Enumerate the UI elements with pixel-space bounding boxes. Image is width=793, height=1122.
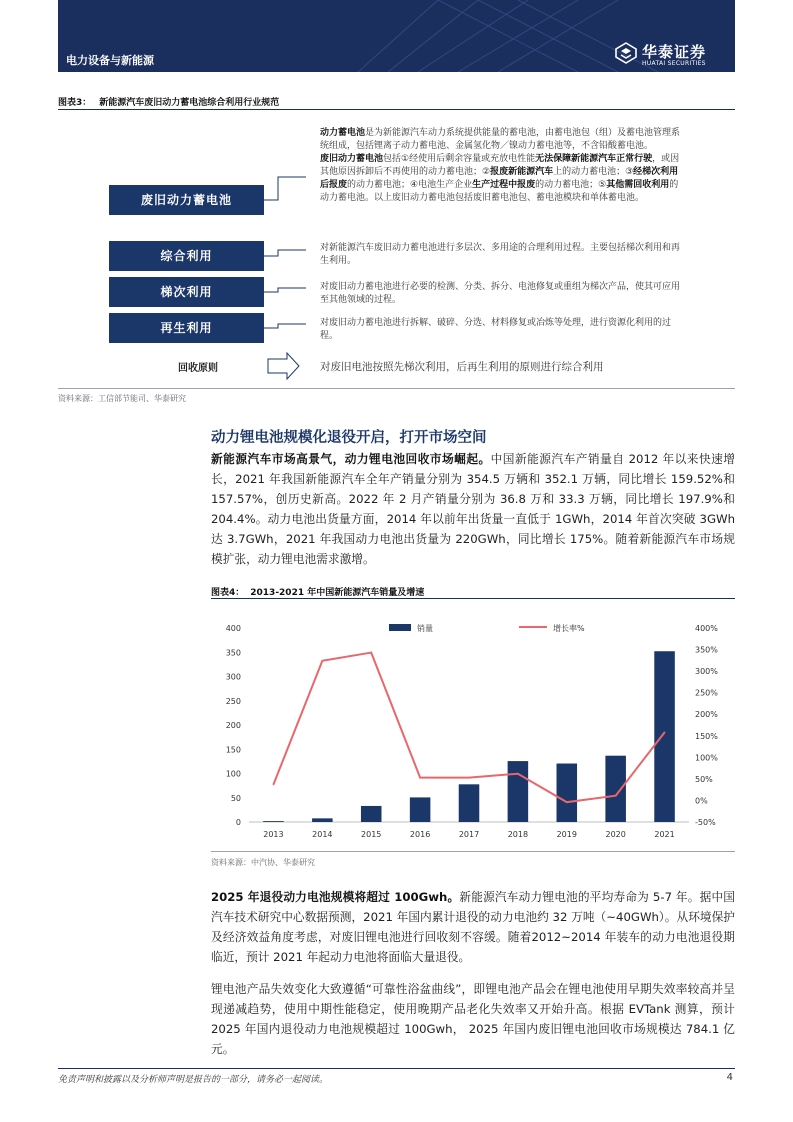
chart-bar [361, 806, 382, 822]
chart-bar [263, 821, 284, 822]
paragraph-retirement-lead: 2025 年退役动力电池规模将超过 100Gwh。 [211, 890, 460, 904]
desc-recycle: 对废旧动力蓄电池进行拆解、破碎、分选、材料修复或冶炼等处理，进行资源化利用的过程。 [320, 318, 672, 341]
box-waste-battery: 废旧动力蓄电池 [109, 185, 264, 215]
chart-right-tick-label: 200% [695, 710, 718, 720]
figure3-source: 资料来源：工信部节能司、华泰研究 [58, 394, 186, 403]
chart-x-tick-label: 2013 [263, 830, 284, 839]
legend-bar-swatch [389, 624, 411, 631]
recover-principle-text: 对废旧电池按照先梯次利用，后再生利用的原则进行综合利用 [320, 361, 604, 373]
chart-right-tick-label: 0% [695, 796, 708, 806]
chart-left-tick-label: 400 [225, 624, 241, 633]
chart-bar [508, 761, 529, 822]
chart-left-tick-label: 100 [225, 769, 241, 779]
footer-disclaimer: 免责声明和披露以及分析师声明是报告的一部分，请务必一起阅读。 [58, 1075, 329, 1085]
chart-legend [389, 623, 585, 633]
chart-right-tick-label: 250% [695, 688, 718, 698]
chart-x-tick-label: 2015 [361, 830, 382, 839]
chart-bar [459, 784, 480, 822]
desc-comprehensive: 对新能源汽车废旧动力蓄电池进行多层次、多用途的合理利用过程。主要包括梯次利用和再生利用。 [320, 243, 681, 266]
chart-x-tick-label: 2014 [312, 830, 333, 839]
chart-growth-point [615, 795, 617, 797]
chart-growth-point [273, 784, 275, 786]
figure4-title [211, 585, 424, 598]
recover-principle-label: 回收原则 [178, 363, 218, 374]
desc-cascade: 对废旧动力蓄电池进行必要的检测、分类、拆分、电池修复或重组为梯次产品，使其可应用至其他领域的过程。 [320, 282, 681, 305]
chart-growth-point [468, 777, 470, 779]
chart-right-tick-label: 300% [695, 667, 718, 677]
chart-left-tick-label: 250 [225, 696, 241, 706]
footer-rule [58, 1068, 735, 1069]
box-cascade-use: 梯次利用 [109, 277, 264, 307]
legend-bar-label: 销量 [417, 624, 433, 633]
chart-left-tick-label: 200 [225, 721, 241, 730]
paragraph-market-body: 中国新能源汽车产销量自 2012 年以来快速增长，2021 年我国新能源汽车全年产销量分别为 354.5 万辆和 352.1 万辆，同比增长 159.52%和 157.57%，创历史新高。2022 年 2 月产销量分别为 36.8 万和 33.3 万辆，同比增长 197.9%和 204.4%。动力电池出货量方面，2014 年以前年出货量一直低于 1GWh，2014 年首次突破 3GWh 达 3.7GWh，2021 年我国动力电池出货量为 220GWh，同比增长 175%。随着新能源汽车市场规模扩张，动力锂电池需求激增。 [211, 452, 735, 566]
figure4-bottom-rule [211, 851, 735, 852]
chart-x-tick-label: 2018 [507, 830, 529, 839]
page-number: 4 [726, 1072, 733, 1083]
chart-x-tick-label: 2017 [458, 830, 480, 839]
box-recycle-use: 再生利用 [109, 313, 264, 343]
chart-x-tick-label: 2019 [556, 830, 577, 839]
paragraph-market [211, 449, 735, 569]
chart-right-tick-label: 150% [695, 731, 718, 741]
figure3-caption: 新能源汽车废旧动力蓄电池综合利用行业规范 [99, 98, 280, 108]
chart-bar [410, 797, 431, 822]
chart-right-tick-label: 350% [695, 645, 718, 655]
chart-bar [312, 818, 333, 822]
chart-left-tick-label: 150 [225, 745, 241, 755]
chart-right-tick-label: -50% [695, 818, 716, 827]
figure4-source: 资料来源：中汽协、华泰研究 [211, 858, 315, 867]
chart-right-tick-label: 50% [695, 774, 713, 784]
chart-x-tick-label: 2021 [654, 830, 675, 839]
chart-x-tick-label: 2020 [605, 830, 626, 839]
section-heading: 动力锂电池规模化退役开启，打开市场空间 [211, 430, 487, 446]
paragraph-retirement-body: 新能源汽车动力锂电池的平均寿命为 5-7 年。据中国汽车技术研究中心数据预测，2021 年国内累计退役的动力电池约 32 万吨（~40GWh）。从环境保护及经济效益角度考虑，对废旧锂电池进行回收刻不容缓。随着2012~2014 年装车的动力电池退役期临近，预计 2021 年起动力电池将面临大量退役。 [211, 890, 735, 964]
paragraph-retirement [211, 887, 735, 967]
logo-text-cn: 华泰证券 [642, 43, 707, 61]
chart-growth-point [419, 777, 421, 779]
box-comprehensive-use: 综合利用 [109, 241, 264, 271]
chart-bar [605, 756, 626, 822]
chart-growth-point [664, 732, 666, 734]
chart-left-tick-label: 350 [225, 648, 241, 658]
chart-growth-point [566, 801, 568, 803]
sector-title: 电力设备与新能源 [66, 54, 154, 67]
desc-waste-battery [320, 127, 685, 205]
legend-line-label: 增长率% [553, 624, 585, 633]
figure4-label: 图表4： [211, 588, 245, 598]
chart-bar [557, 764, 578, 822]
chart-right-tick-label: 400% [695, 624, 718, 633]
figure3-bottom-rule [58, 388, 735, 389]
chart-bar [654, 651, 675, 822]
figure3-label: 图表3： [58, 98, 92, 108]
desc-waste-p2: 废旧动力蓄电池包括①经使用后剩余容量或充放电性能无法保障新能源汽车正常行驶，或因其他原因拆卸后不再使用的动力蓄电池；②报废新能源汽车上的动力蓄电池；③经梯次利用后报废的动力蓄电池；④电池生产企业生产过程中报废的动力蓄电池；⑤其他需回收利用的动力蓄电池。以上废旧动力蓄电池包括废旧蓄电池包、蓄电池模块和单体蓄电池。 [320, 154, 680, 203]
logo-text-en: HUATAI SECURITIES [642, 60, 706, 67]
paragraph-market-lead: 新能源汽车市场高景气，动力锂电池回收市场崛起。 [211, 452, 491, 466]
paragraph-failure-curve: 锂电池产品失效变化大致遵循“可靠性浴盆曲线”，即锂电池产品会在锂电池使用早期失效率较高并呈现递减趋势，使用中期性能稳定，使用晚期产品老化失效率又开始升高。根据 EVTank 测算，预计 2025 年国内退役动力电池规模超过 100Gwh， 2025 年国内废旧锂电池回收市场规模达 784.1 亿元。 [211, 982, 735, 1056]
chart-left-tick-label: 50 [230, 793, 241, 803]
chart-left-tick-label: 300 [225, 672, 241, 682]
chart-growth-point [370, 652, 372, 654]
desc-waste-p1: 动力蓄电池是为新能源汽车动力系统提供能量的蓄电池，由蓄电池包（组）及蓄电池管理系统组成，包括锂离子动力蓄电池、金属氢化物／镍动力蓄电池等，不含铅酸蓄电池。 [320, 128, 681, 151]
chart-left-tick-label: 0 [235, 818, 241, 827]
chart-growth-point [517, 773, 519, 775]
chart-x-tick-label: 2016 [409, 830, 431, 839]
figure4-top-rule [211, 598, 735, 599]
chart-growth-point [322, 660, 324, 662]
chart-right-tick-label: 100% [695, 753, 718, 763]
sales-growth-chart [211, 606, 735, 846]
figure4-caption: 2013-2021 年中国新能源汽车销量及增速 [250, 588, 425, 598]
